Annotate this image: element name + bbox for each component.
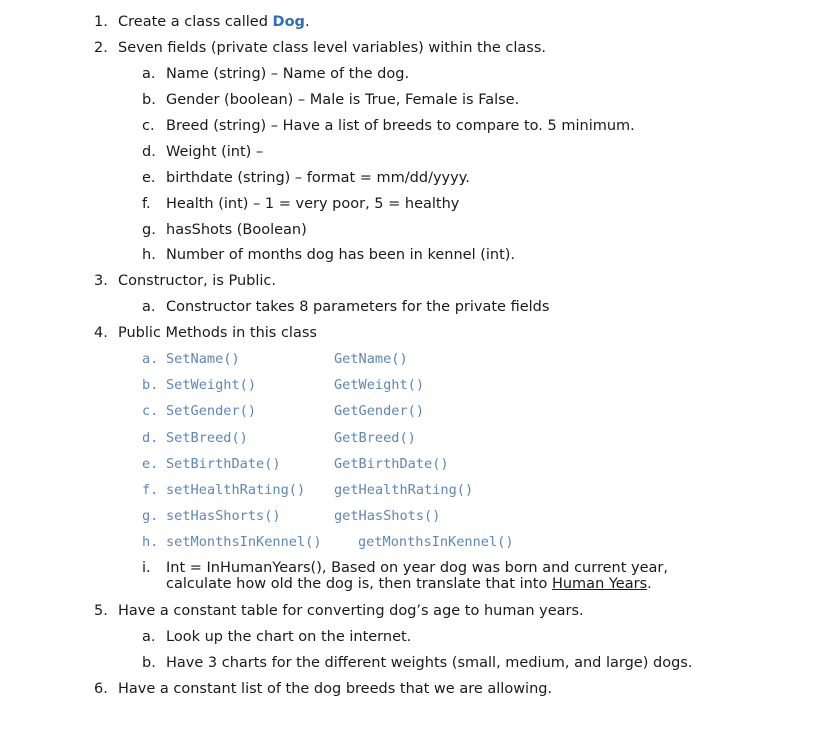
getter-months-in-kennel: getMonthsInKennel()	[358, 534, 514, 550]
human-years-link[interactable]: Human Years	[551, 576, 648, 592]
setter-has-shots: setHasShorts()	[166, 508, 281, 524]
setter-birthdate: SetBirthDate()	[166, 456, 281, 472]
getter-weight: GetWeight()	[334, 377, 425, 393]
getter-has-shots: getHasShots()	[334, 508, 441, 524]
setter-health-rating: setHealthRating()	[166, 482, 306, 498]
setter-weight: SetWeight()	[166, 377, 257, 393]
setter-breed: SetBreed()	[166, 430, 248, 446]
getter-breed: GetBreed()	[334, 430, 416, 446]
document-page: 1. Create a class called Dog. 2. Seven fields (private class level variables) within the class. a. Name (string) – Name of the dog. b. Gender (boolean) – Male is True, Female is False. c. Breed (string) – Have a list of breeds to compare to. 5 minimum. d. Weight (int) – e. birthdate (string) – format = mm/dd/yyyy. f. Health (int) – 1 = very poor, 5 = healthy g. hasShots (Boolean) h. Number of months dog has been in kennel (int). 3. Constructor, is Public. a. Constructor takes 8 parameters for the private fields 4. Public Methods in this class a. SetName() GetName() b. SetWeight() GetWeight() c. SetGender() GetGender() d. SetBreed() GetBreed() e. SetBirthDate() GetBirthDate() f. setHealthRating() getHealthRating() g. setHasShorts() getHasShots() h. setMonthsInKennel() getMonthsInKennel() i. Int = InHumanYears(), Based on year dog was born and current year, calculate how old the dog is, then translate that into Human Years. 5. Have a constant table for converting dog’s age to human years. a. Look up the chart on the internet. b. Have 3 charts for the different weights (small, medium, and large) dogs. 6. Have a constant list of the dog breeds that we are allowing.	[94, 14, 693, 697]
setter-name: SetName()	[166, 351, 240, 367]
getter-birthdate: GetBirthDate()	[334, 456, 449, 472]
setter-gender: SetGender()	[166, 403, 257, 419]
setter-months-in-kennel: setMonthsInKennel()	[166, 534, 322, 550]
getter-name: GetName()	[334, 351, 408, 367]
getter-gender: GetGender()	[334, 403, 425, 419]
getter-health-rating: getHealthRating()	[334, 482, 474, 498]
class-name-dog: Dog	[272, 14, 305, 30]
